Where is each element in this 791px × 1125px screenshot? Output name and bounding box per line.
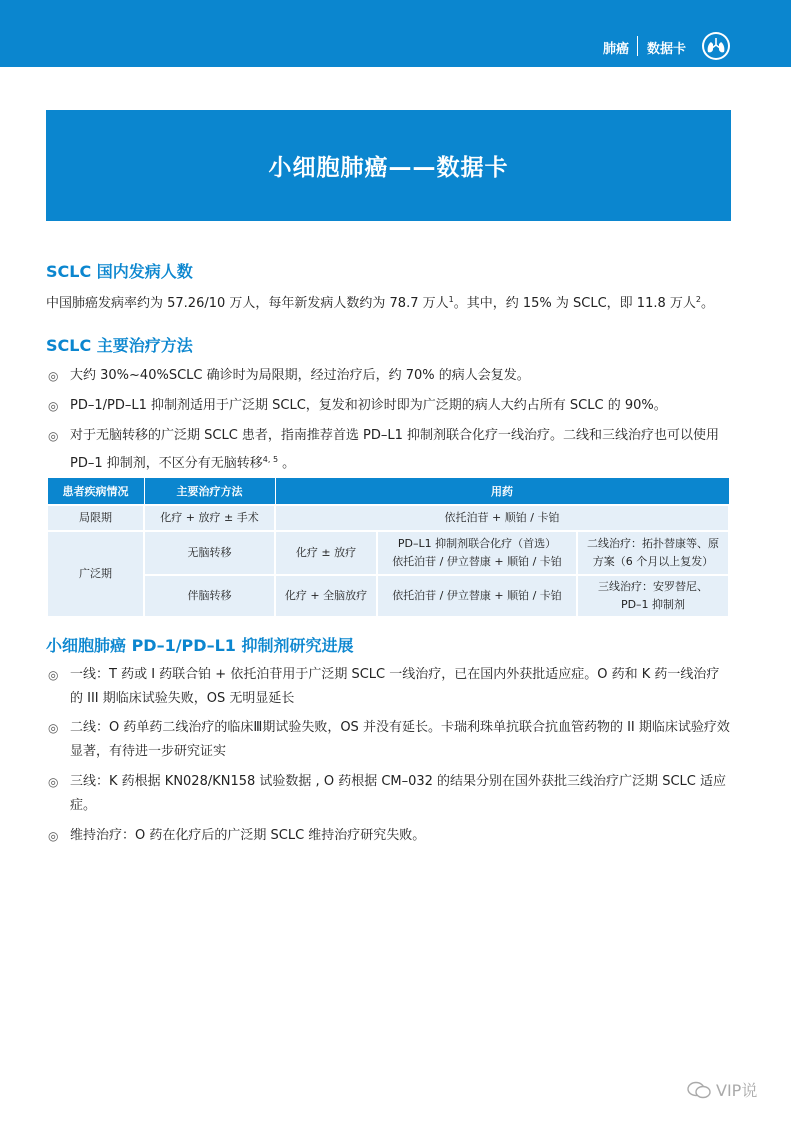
- list-item: [48, 424, 732, 476]
- bullet-mark: ◎: [48, 775, 59, 789]
- section-heading-incidence: SCLC 国内发病人数: [46, 262, 193, 281]
- list-item-text: 三线：K 药根据 KN028/KN158 试验数据 , O 药根据 CM–032 的结果分别在国外获批三线治疗广泛期 SCLC 适应症。: [70, 774, 726, 813]
- header-divider: [637, 36, 638, 56]
- table-header-row: [47, 478, 729, 506]
- treatment-table: [46, 477, 730, 618]
- cell-third-line: [577, 575, 729, 617]
- incidence-text-a: 中国肺癌发病率约为 57.26/10 万人，每年新发病人数约为 78.7 万人: [46, 296, 449, 311]
- third-line-2: PD–1 抑制剂: [620, 598, 686, 611]
- table-row: [47, 575, 729, 617]
- list-item-text: 大约 30%~40%SCLC 确诊时为局限期，经过治疗后，约 70% 的病人会复发。: [70, 368, 530, 383]
- bullet-mark: ◎: [48, 369, 59, 383]
- bullet-mark: ◎: [48, 668, 59, 682]
- watermark: VIP说: [716, 1081, 758, 1100]
- second-line-2: 方案（6 个月以上复发）: [592, 555, 714, 568]
- section-heading-treatment: SCLC 主要治疗方法: [46, 336, 193, 355]
- drug-line-1: PD–L1 抑制剂联合化疗（首选）: [397, 537, 557, 550]
- table-row: [47, 505, 729, 531]
- cell-drug-no-brain-mets: [377, 531, 577, 575]
- bullet-mark: ◎: [48, 829, 59, 843]
- cell-method-no-brain-mets: 无脑转移: [144, 531, 275, 575]
- cell-drug-limited: 依托泊苷 + 顺铂 / 卡铂: [275, 505, 729, 531]
- cell-method-brain-mets: 伴脑转移: [144, 575, 275, 617]
- incidence-text-c: 。: [700, 296, 714, 311]
- list-item-text: [70, 424, 732, 476]
- cell-drug-brain-mets: 依托泊苷 / 伊立替康 + 顺铂 / 卡铂: [377, 575, 577, 617]
- list-item-text: 一线：T 药或 I 药联合铂 + 依托泊苷用于广泛期 SCLC 一线治疗，已在国内外获批适应症。O 药和 K 药一线治疗的 III 期临床试验失败，OS 无明显延长: [70, 667, 720, 706]
- page-title: 小细胞肺癌——数据卡: [268, 155, 509, 181]
- list-item: [48, 394, 732, 418]
- cell-stage-extensive: 广泛期: [47, 531, 144, 617]
- citation-1: 1: [448, 295, 454, 304]
- bullet3-text: 对于无脑转移的广泛期 SCLC 患者，指南推荐首选 PD–L1 抑制剂联合化疗一线治疗。二线和三线治疗也可以使用 PD–1 抑制剂，不区分有无脑转移: [70, 428, 720, 471]
- incidence-paragraph: [46, 292, 714, 311]
- list-item: [48, 770, 732, 818]
- top-bar: [0, 0, 791, 67]
- list-item: [48, 663, 732, 711]
- section-heading-research: 小细胞肺癌 PD–1/PD–L1 抑制剂研究进展: [46, 636, 354, 655]
- cell-second-line: [577, 531, 729, 575]
- bullet-mark: ◎: [48, 399, 59, 413]
- cell-treatment-brain-mets: 化疗 + 全脑放疗: [275, 575, 377, 617]
- list-item-text: 二线：O 药单药二线治疗的临床Ⅲ期试验失败，OS 并没有延长。卡瑞利珠单抗联合抗血管药物的 II 期临床试验疗效显著，有待进一步研究证实: [70, 720, 730, 759]
- cell-stage-limited: 局限期: [47, 505, 144, 531]
- list-item: [48, 716, 732, 764]
- page-title-banner: [46, 110, 731, 221]
- table-row: [47, 531, 729, 575]
- list-item: [48, 824, 732, 848]
- citation-4-5: 4, 5: [262, 455, 279, 464]
- header-section: 肺癌: [603, 42, 630, 57]
- citation-2: 2: [695, 295, 701, 304]
- incidence-text-b: 。其中，约 15% 为 SCLC，即 11.8 万人: [453, 296, 696, 311]
- list-item-text: 维持治疗：O 药在化疗后的广泛期 SCLC 维持治疗研究失败。: [70, 828, 426, 843]
- cell-treatment-no-brain-mets: 化疗 ± 放疗: [275, 531, 377, 575]
- bullet-mark: ◎: [48, 429, 59, 443]
- col-header-drug: 用药: [275, 478, 729, 506]
- chat-bubble-icon: [686, 1080, 712, 1100]
- list-item: [48, 364, 732, 388]
- bullet-mark: ◎: [48, 721, 59, 735]
- bullet3-end: 。: [278, 456, 296, 471]
- third-line-1: 三线治疗：安罗替尼、: [598, 580, 708, 593]
- lung-icon: [701, 31, 731, 61]
- second-line-1: 二线治疗：拓扑替康等、原: [587, 537, 719, 550]
- header-label: 数据卡: [647, 42, 687, 57]
- col-header-method: 主要治疗方法: [144, 478, 275, 506]
- list-item-text: PD–1/PD–L1 抑制剂适用于广泛期 SCLC，复发和初诊时即为广泛期的病人大约占所有 SCLC 的 90%。: [70, 398, 667, 413]
- drug-line-2: 依托泊苷 / 伊立替康 + 顺铂 / 卡铂: [392, 555, 562, 568]
- col-header-stage: 患者疾病情况: [47, 478, 144, 506]
- cell-method-limited: 化疗 + 放疗 ± 手术: [144, 505, 275, 531]
